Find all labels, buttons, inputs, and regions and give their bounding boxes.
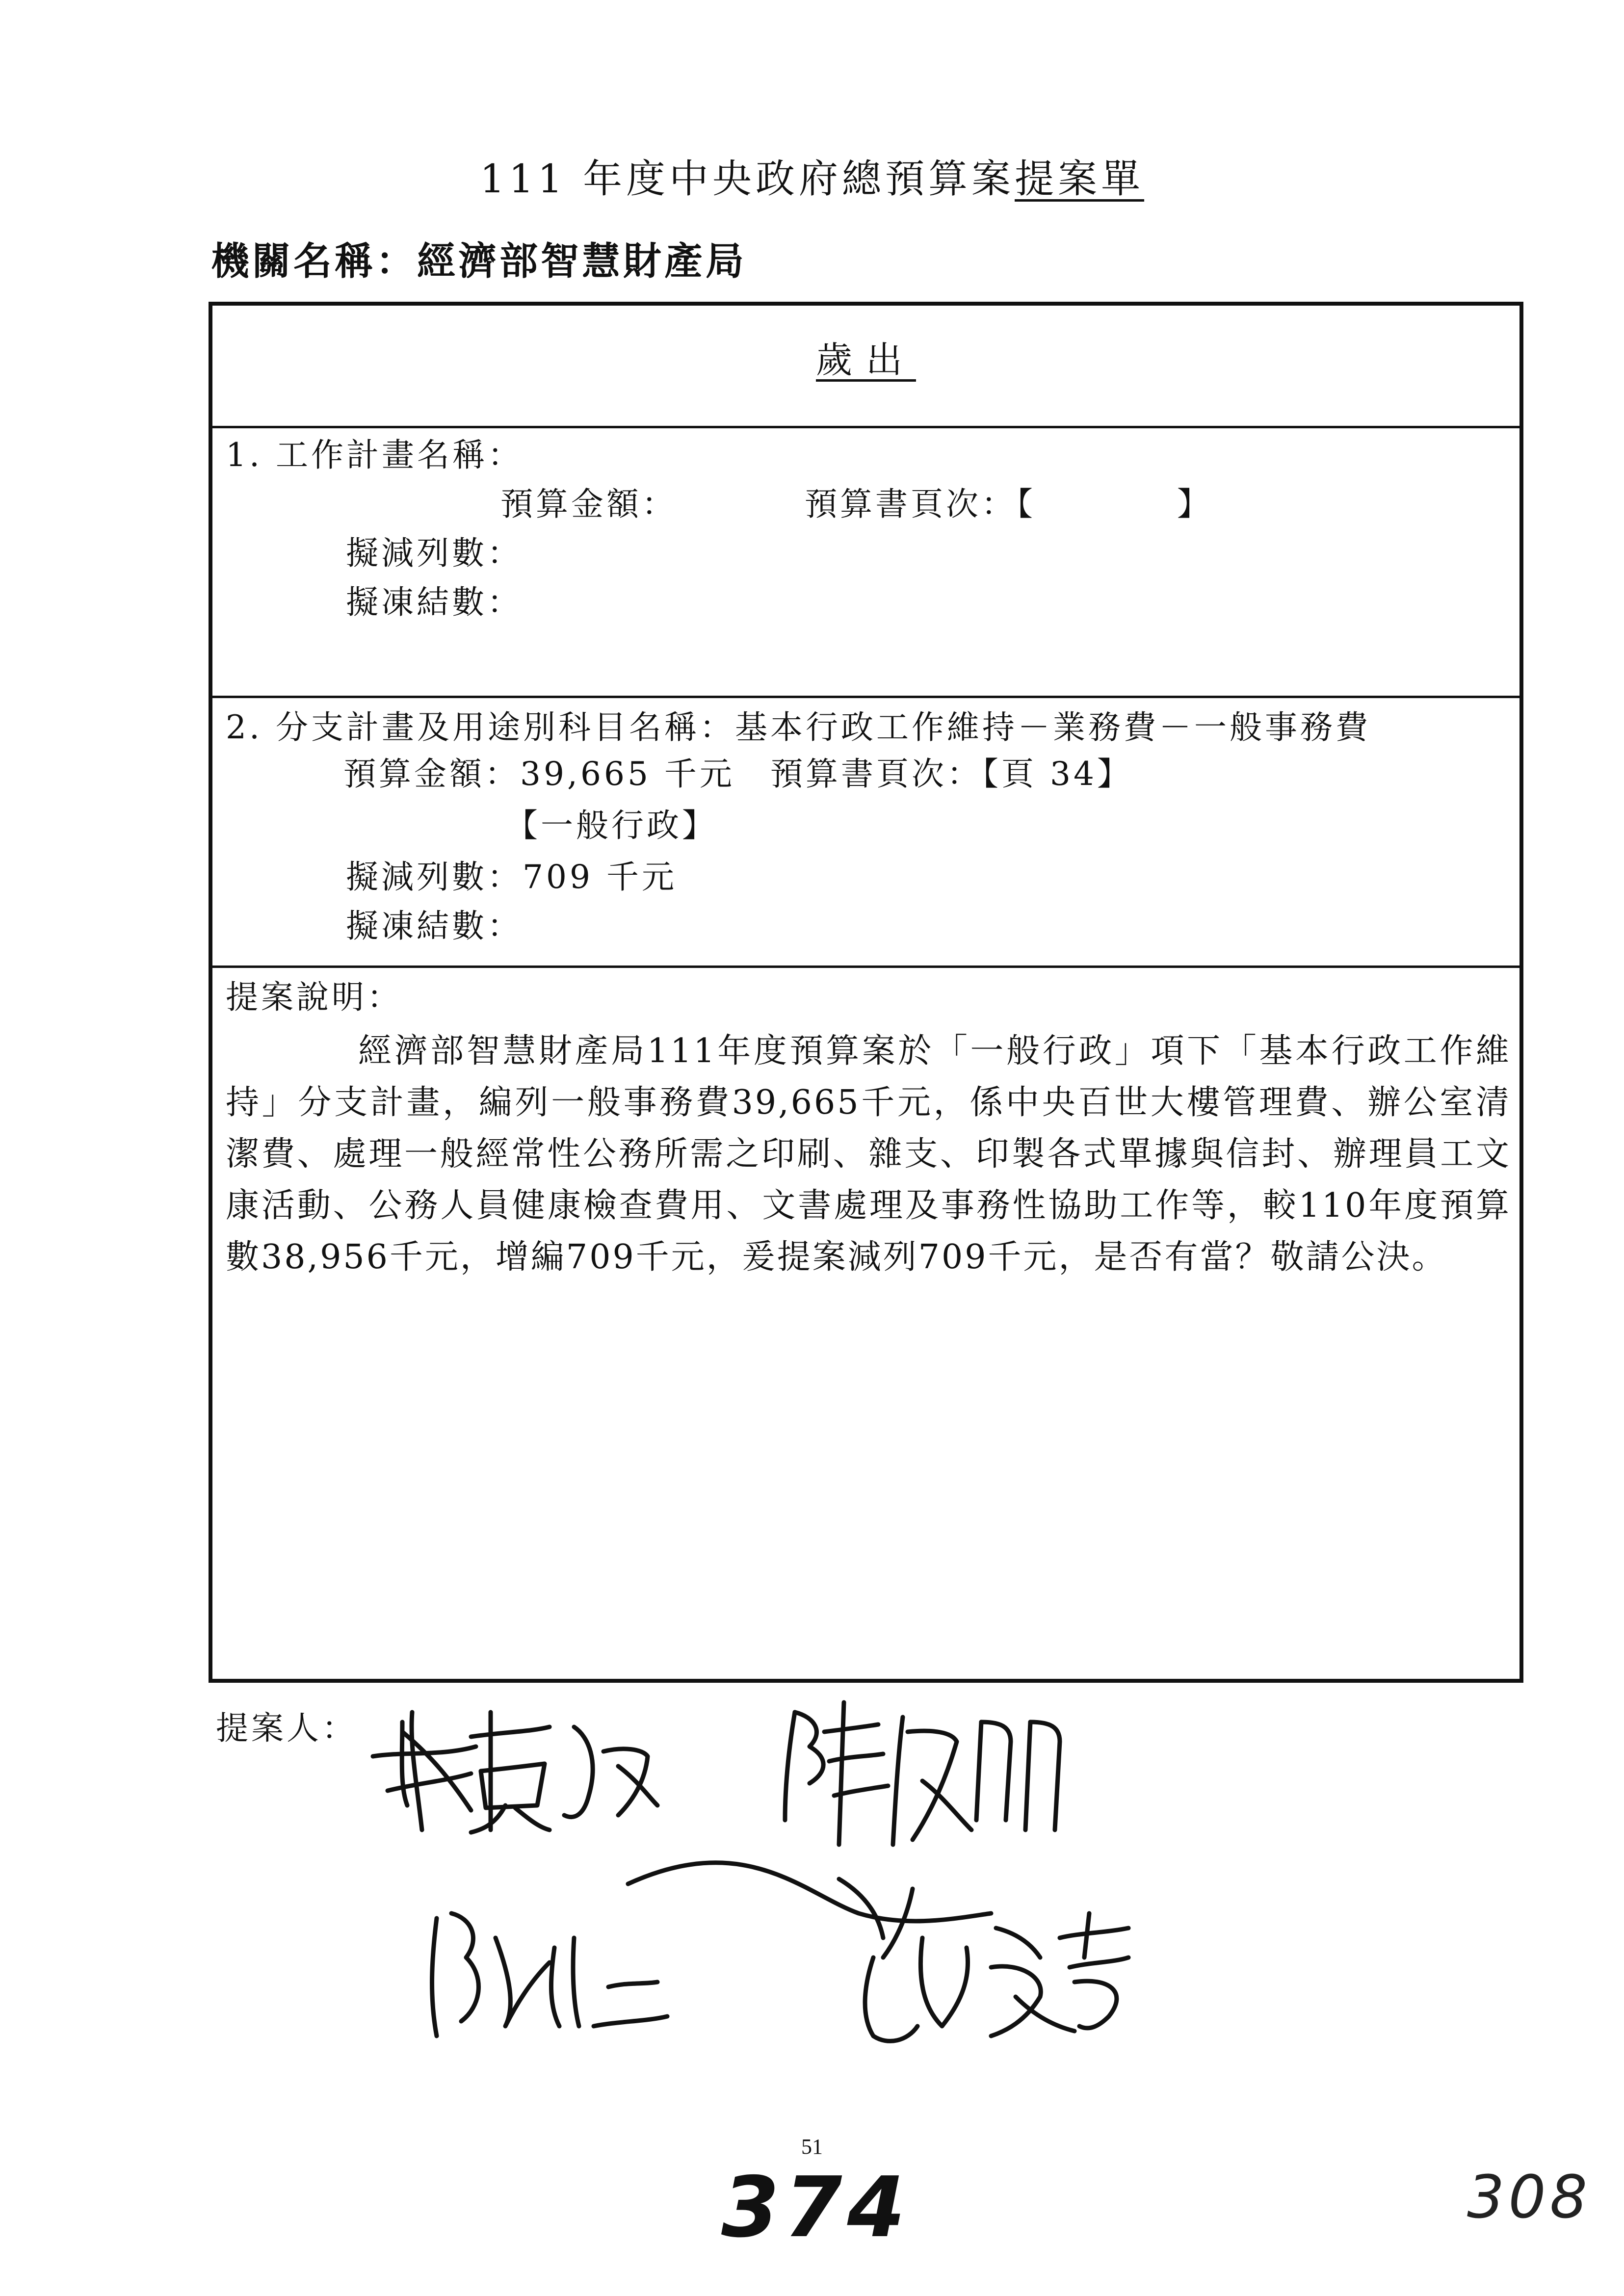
signature-3 [432,1913,667,2036]
proposal-text: 經濟部智慧財產局111年度預算案於「一般行政」項下「基本行政工作維持」分支計畫，編列一般事務費39,665千元，係中央百世大樓管理費、辦公室清潔費、處理一般經常性公務所需之印刷、雜支、印製各式單據與信封、辦理員工文康活動、公務人員健康檢查費用、文書處理及事務性協助工作等，較110年度預算數38,956千元，增編709千元，爰提案減列709千元，是否有當？敬請公決。 [226,1032,1511,1277]
proposal-label: 提案說明： [226,978,402,1016]
item2-category: 【一般行政】 [505,807,717,844]
item1-page-ref: 預算書頁次：【 】 [805,485,1212,523]
item2-freeze-amount: 擬凍結數： [346,907,523,945]
signature-1 [373,1712,657,1832]
item2-budget-amount: 預算金額：39,665 千元 [343,755,735,793]
signature-4 [839,1879,1128,2041]
agency-name: 機關名稱：經濟部智慧財產局 [211,239,747,284]
item2-cut-amount: 擬減列數：709 千元 [346,858,677,896]
handwritten-corner-number: 308 [1467,2164,1592,2232]
signature-2 [785,1702,1060,1845]
item1-cut-amount: 擬減列數： [346,534,523,572]
handwritten-page-number: 374 [721,2159,910,2256]
item1-plan-name: 1. 工作計畫名稱： [226,436,523,474]
proposer-label: 提案人： [216,1709,357,1747]
item2-page-ref: 預算書頁次：【頁 34】 [770,755,1132,793]
signature-connecting-stroke [628,1863,991,1921]
item2-plan-name: 2. 分支計畫及用途別科目名稱：基本行政工作維持－業務費－一般事務費 [226,708,1371,746]
divider-after-header [209,426,1523,428]
page-title [0,147,1624,204]
item1-budget-amount: 預算金額： [500,485,677,523]
title-underlined: 提案單 [1015,156,1145,202]
section-header: 歲出 [816,339,916,381]
divider-after-item2 [209,965,1523,968]
page-number: 51 [801,2135,823,2159]
item1-freeze-amount: 擬凍結數： [346,583,523,621]
handwritten-signatures [343,1683,1227,2065]
divider-after-item1 [209,696,1523,698]
title-main: 111 年度中央政府總預算案 [479,156,1015,202]
